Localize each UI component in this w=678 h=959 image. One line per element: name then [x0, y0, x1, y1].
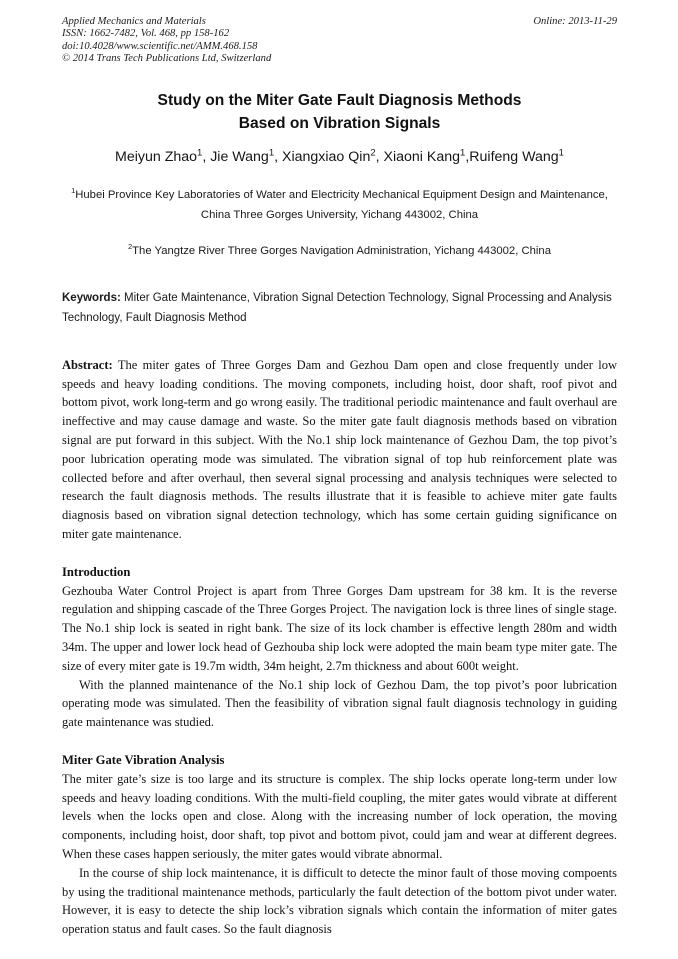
author: , Xiangxiao Qin$^2$ [274, 147, 376, 166]
affiliation-2-mark: 2 [127, 242, 133, 252]
author-affiliation-mark: 1 [460, 147, 466, 159]
vibration-analysis-paragraph-1: The miter gate’s size is too large and its structure is complex. The ship locks operate long-term under low speeds and heavy loading conditions. With the multi-field coupling, the miter gates would vibrate at different levels when the locks open and close. Along with the increasing number of lock operation, the moving components, including hoist, door shaft, top pivot and bottom pivot, could jam and wear at different degrees. When these cases happen seriously, the miter gates would vibrate abnormal. [62, 771, 617, 862]
author-affiliation-mark: 1 [268, 147, 275, 159]
section-heading-vibration-analysis: Miter Gate Vibration Analysis [62, 753, 225, 768]
affiliation-2 [62, 237, 617, 261]
online-date: Online: 2013-11-29 [533, 16, 617, 27]
affiliation-1 [66, 181, 614, 225]
author-affiliation-mark: 1 [197, 147, 203, 159]
introduction-paragraph-1: Gezhouba Water Control Project is apart from Three Gorges Dam upstream for 38 km. It is the reverse regulation and shipping cascade of the Three Gorges Project. The navigation lock is three lines of single stage. The No.1 ship lock is seated in right bank. The size of its lock chamber is effective length 280m and width 34m. The upper and lower lock head of Gezhouba ship lock were adopted the main beam type miter gate. The size of every miter gate is 19.7m width, 34m height, 2.7m thickness and about 600t weight. [62, 583, 617, 673]
copyright-line: © 2014 Trans Tech Publications Ltd, Switzerland [62, 53, 272, 65]
journal-name: Applied Mechanics and Materials [62, 16, 206, 27]
affiliation-1-text: Hubei Province Key Laboratories of Water and Electricity Mechanical Equipment Design and Maintenance, China Three Gorges University, Yichang 443002, China [75, 189, 608, 222]
author: ,Ruifeng Wang$^1$ [465, 147, 564, 166]
keywords-text: Miter Gate Maintenance, Vibration Signal Detection Technology, Signal Processing and Analysis Technology, Fault Diagnosis Method [62, 291, 612, 325]
section-heading-introduction: Introduction [62, 564, 131, 579]
doi-line: doi:10.4028/www.scientific.net/AMM.468.158 [62, 40, 258, 52]
affiliation-2-text: The Yangtze River Three Gorges Navigation Administration, Yichang 443002, China [132, 244, 552, 257]
paper-title-line1: Study on the Miter Gate Fault Diagnosis Methods [157, 91, 522, 109]
authors-line [62, 144, 617, 168]
keywords-label: Keywords: [62, 291, 121, 304]
abstract-text: The miter gates of Three Gorges Dam and Gezhou Dam open and close frequently under low speeds and heavy loading conditions. The moving componets, including hoist, door shaft, roof pivot and bottom pivot, work long-term and go wrong easily. The traditional periodic maintenance and fault overhaul are ineffective and may cause damage and waste. So the miter gate fault diagnosis methods based on vibration signal are put forward in this subject. With the No.1 ship lock maintenance of Gezhou Dam, the top pivot’s poor lubrication operating mode was simulated. The vibration signal of top hub reinforcement plate was collected before and after overhaul, then several signal processing and analysis techniques were selected to research the fault diagnosis methods. The results illustrate that it is feasible to achieve miter gate faults diagnosis based on vibration signal detection technology, which has some certain guiding significance on miter gate maintenance. [62, 357, 617, 542]
paper-title [62, 89, 617, 135]
author: , Xiaoni Kang$^1$ [375, 147, 466, 166]
author: Meiyun Zhao$^1$ [115, 147, 203, 166]
abstract-block [62, 356, 617, 544]
author-affiliation-mark: 1 [558, 147, 564, 159]
abstract-label: Abstract: [62, 357, 113, 372]
vibration-analysis-paragraph-2: In the course of ship lock maintenance, it is difficult to detecte the minor fault of those moving compoents by using the traditional maintenance methods, particularly the fault detection of the bottom pivot under water. However, it is easy to detecte the ship lock’s vibration signals which contain the information of miter gates operation status and fault cases. So the fault diagnosis [62, 865, 617, 937]
keywords-block [62, 288, 617, 329]
author-affiliation-mark: 2 [370, 147, 376, 159]
journal-header [62, 16, 617, 66]
author: , Jie Wang$^1$ [202, 147, 275, 166]
affiliation-1-mark: 1 [71, 186, 76, 196]
issn-line: ISSN: 1662-7482, Vol. 468, pp 158-162 [62, 28, 230, 40]
paper-title-line2: Based on Vibration Signals [238, 114, 441, 132]
introduction-paragraph-2: With the planned maintenance of the No.1 ship lock of Gezhou Dam, the top pivot’s poor lubrication operating mode was simulated. Then the feasibility of vibration signal fault diagnosis technology in guiding gate maintenance was studied. [62, 677, 617, 730]
journal-header-left [62, 16, 271, 66]
